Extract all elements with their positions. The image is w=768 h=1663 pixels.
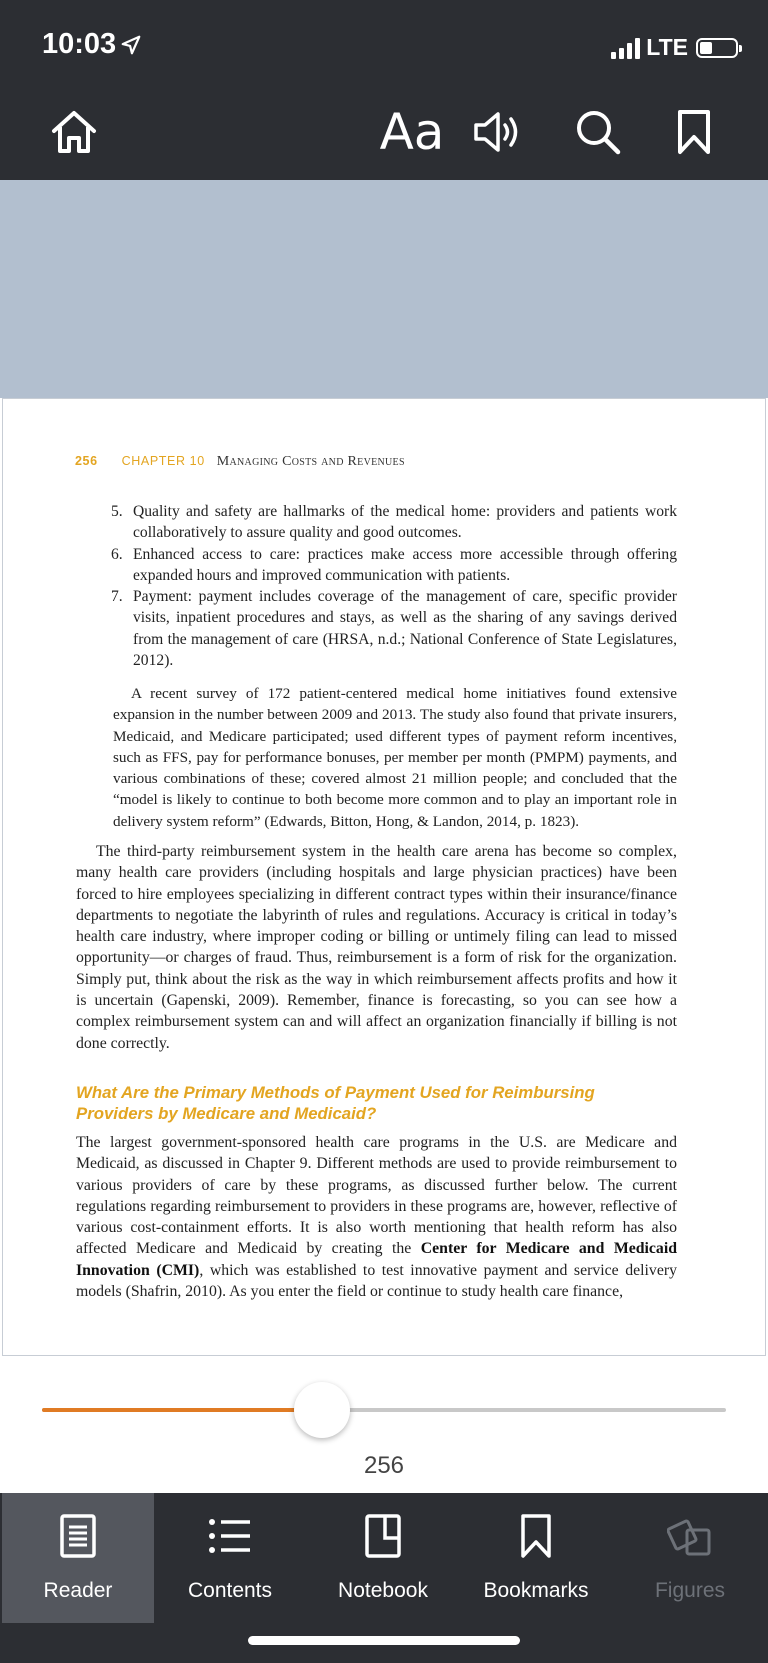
body-paragraph: The third-party reimbursement system in the health care arena has become so complex, many health care providers (including hospitals and large physician practices) have been forced to hire employees specializing in different contract types within their insurance/finance departments to negotiate the labyrinth of rules and regulations. Accuracy is critical in today’s health care industry, where improper coding or billing or untimely filing can lead to missed opportunity—or charges of fraud. Thus, reimbursement is a form of risk for the organization. Simply put, think about the risk as the way in which reimbursement affects profits and how it is uncertain (Gapenski, 2009). Remember, finance is forecasting, so you can see how a complex reimbursement system can and will affect an organization financially if billing is not done correctly. — [76, 843, 677, 1052]
home-icon — [49, 109, 99, 155]
page-margin-band — [0, 180, 768, 398]
book-page[interactable] — [2, 398, 766, 1356]
section-heading: What Are the Primary Methods of Payment Used for Reimbursing Providers by Medicare and Medicaid? — [76, 1083, 595, 1123]
signal-icon — [611, 37, 640, 59]
battery-icon — [696, 38, 738, 58]
status-time — [42, 28, 142, 61]
tab-reader[interactable] — [2, 1493, 154, 1623]
list-item-number: 5. — [111, 503, 123, 520]
bookmark-icon — [677, 109, 711, 155]
list-item — [111, 501, 677, 544]
tab-figures[interactable] — [614, 1493, 766, 1623]
contents-icon — [208, 1517, 252, 1555]
tab-label: Contents — [187, 1579, 273, 1602]
current-page-number: 256 — [363, 1452, 405, 1479]
numbered-list — [111, 501, 677, 671]
read-aloud-button[interactable] — [468, 104, 528, 160]
search-button[interactable] — [568, 104, 628, 160]
quote-paragraph: A recent survey of 172 patient-centered medical home initiatives found extensive expansion in the number between 2009 and 2013. The study also found that private insurers, Medicaid, and Medicare participated; used different types of payment reform incentives, such as FFS, pay for performance bonuses, per member per month (PMPM) payments, and various combinations of these; covered almost 21 million people; and concluded that the “model is likely to continue to both become more common and to play an important role in delivery system reform” (Edwards, Bitton, Hong, & Landon, 2014, p. 1823). — [113, 685, 677, 830]
home-button[interactable] — [44, 104, 104, 160]
bookmarks-icon — [520, 1513, 552, 1559]
tab-label: Reader — [43, 1579, 113, 1602]
font-settings-button[interactable]: Aa — [379, 103, 445, 161]
search-icon — [574, 108, 622, 156]
list-item-number: 6. — [111, 545, 123, 563]
list-item-text: Quality and safety are hallmarks of the medical home: providers and patients work collaboratively to assure quality and good outcomes. — [133, 503, 677, 542]
body-text: , which was established to test innovative payment and service delivery models (Shafrin, 2010). As you enter the field or continue to study health care finance, — [76, 1261, 677, 1301]
speaker-icon — [472, 109, 524, 155]
status-time-text: 10:03 — [42, 28, 117, 60]
running-head-title: Managing Costs and Revenues — [216, 454, 405, 469]
figures-icon — [667, 1514, 713, 1558]
list-item-number: 7. — [111, 588, 123, 606]
list-item-text: Payment: payment includes coverage of the management of care, specific provider visits, inpatient procedures and stays, as well as the sharing of any savings derived from the management of care (HRSA, n.d.; National Conference of State Legislatures, 2012). — [133, 588, 677, 670]
running-head-chapter: CHAPTER 10 — [121, 454, 205, 468]
bookmark-page-button[interactable] — [664, 104, 724, 160]
body-paragraph — [76, 1132, 677, 1302]
tab-label: Bookmarks — [483, 1579, 589, 1602]
tab-label: Notebook — [338, 1579, 428, 1602]
home-indicator — [248, 1636, 520, 1645]
status-indicators — [611, 34, 738, 61]
list-item — [111, 586, 677, 671]
slider-thumb[interactable] — [294, 1382, 350, 1438]
top-bar — [0, 0, 768, 180]
notebook-icon — [365, 1514, 401, 1558]
body-text: The largest government-sponsored health care programs in the U.S. are Medicare and Medicaid, as discussed in Chapter 9. Different methods are used to provide reimbursement to various providers of care by these programs, as discussed further below. The current regulations regarding reimbursement to providers in these programs are, however, reflective of various cost-containment efforts. It is also worth mentioning that health reform has also affected Medicare and Medicaid by creating the — [76, 1134, 677, 1258]
page-slider[interactable] — [42, 1408, 726, 1412]
running-head — [75, 451, 405, 472]
tab-label: Figures — [654, 1579, 726, 1602]
list-item-text: Enhanced access to care: practices make access more accessible through offering expanded hours and improved communication with patients. — [133, 545, 677, 584]
tab-bookmarks[interactable] — [460, 1493, 612, 1623]
network-label: LTE — [646, 34, 688, 60]
running-head-page-number: 256 — [75, 454, 98, 468]
tab-contents[interactable] — [154, 1493, 306, 1623]
bold-term: Center for Medicare and Medicaid Innovation (CMI) — [76, 1240, 678, 1279]
list-item — [111, 544, 677, 587]
reader-icon — [60, 1514, 96, 1558]
location-arrow-icon — [120, 34, 142, 56]
tab-notebook[interactable] — [307, 1493, 459, 1623]
slider-progress — [42, 1408, 322, 1412]
